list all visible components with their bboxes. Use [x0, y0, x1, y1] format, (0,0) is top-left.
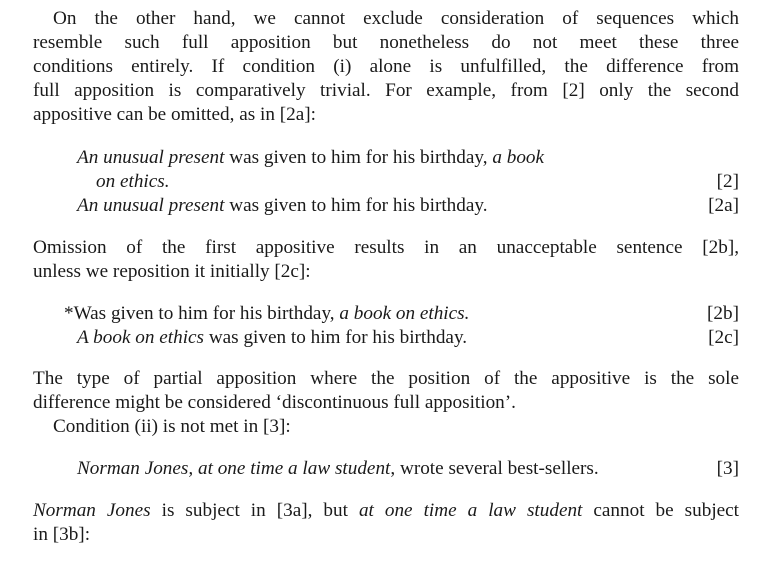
example-2-line-1	[77, 146, 544, 170]
paragraph-2-line-1: Omission of the first appositive results in an unacceptable sentence [2b],	[33, 237, 739, 258]
example-2b	[64, 302, 739, 326]
paragraph-1-line-4: full apposition is comparatively trivial. For example, from [2] only the second	[33, 80, 739, 101]
example-2c-italic: A book on ethics	[77, 327, 205, 348]
example-2-italic-continuation: on ethics.	[96, 171, 170, 192]
paragraph-1-line-2: resemble such full apposition but nonetheless do not meet these three	[33, 32, 739, 53]
paragraph-4-text-1: is subject in [3a], but	[150, 500, 359, 521]
example-2b-label: [2b]	[707, 303, 739, 324]
paragraph-4-italic-2: at one time a law student	[358, 500, 583, 521]
paragraph-2-line-2: unless we reposition it initially [2c]:	[33, 261, 311, 282]
example-2a	[77, 194, 739, 218]
example-2b-text: *Was given to him for his birthday,	[64, 303, 340, 324]
paragraph-1-line-3: conditions entirely. If condition (i) alone is unfulfilled, the difference from	[33, 56, 739, 77]
paragraph-4-line-1	[33, 499, 739, 523]
example-2-text: was given to him for his birthday,	[224, 147, 493, 168]
example-2-italic-subject: An unusual present	[77, 147, 225, 168]
example-2a-italic: An unusual present	[77, 195, 225, 216]
example-3-italic: Norman Jones, at one time a law student	[77, 458, 391, 479]
example-2a-text: was given to him for his birthday.	[224, 195, 488, 216]
example-2-italic-appositive: a book	[492, 147, 545, 168]
paragraph-3-line-3: Condition (ii) is not met in [3]:	[53, 416, 291, 437]
example-2c-text: was given to him for his birthday.	[204, 327, 468, 348]
example-3-label: [3]	[716, 458, 739, 479]
paragraph-4-line-2: in [3b]:	[33, 524, 91, 545]
example-2c-label: [2c]	[708, 327, 739, 348]
example-2b-italic: a book on ethics.	[339, 303, 470, 324]
paragraph-3-line-2: difference might be considered ‘discontinuous full apposition’.	[33, 392, 516, 413]
paragraph-1-line-1: On the other hand, we cannot exclude consideration of sequences which	[53, 8, 739, 29]
example-2a-label: [2a]	[708, 195, 739, 216]
example-2-label: [2]	[716, 171, 739, 192]
paragraph-4-text-2: cannot be subject	[582, 500, 740, 521]
paragraph-4-italic-1: Norman Jones	[33, 500, 151, 521]
example-3-text: , wrote several best-sellers.	[390, 458, 599, 479]
example-2-line-2	[96, 170, 739, 194]
example-3	[77, 457, 739, 481]
example-2c	[77, 326, 739, 350]
paragraph-3-line-1: The type of partial apposition where the position of the appositive is the sole	[33, 368, 739, 389]
paragraph-1-line-5: appositive can be omitted, as in [2a]:	[33, 104, 316, 125]
